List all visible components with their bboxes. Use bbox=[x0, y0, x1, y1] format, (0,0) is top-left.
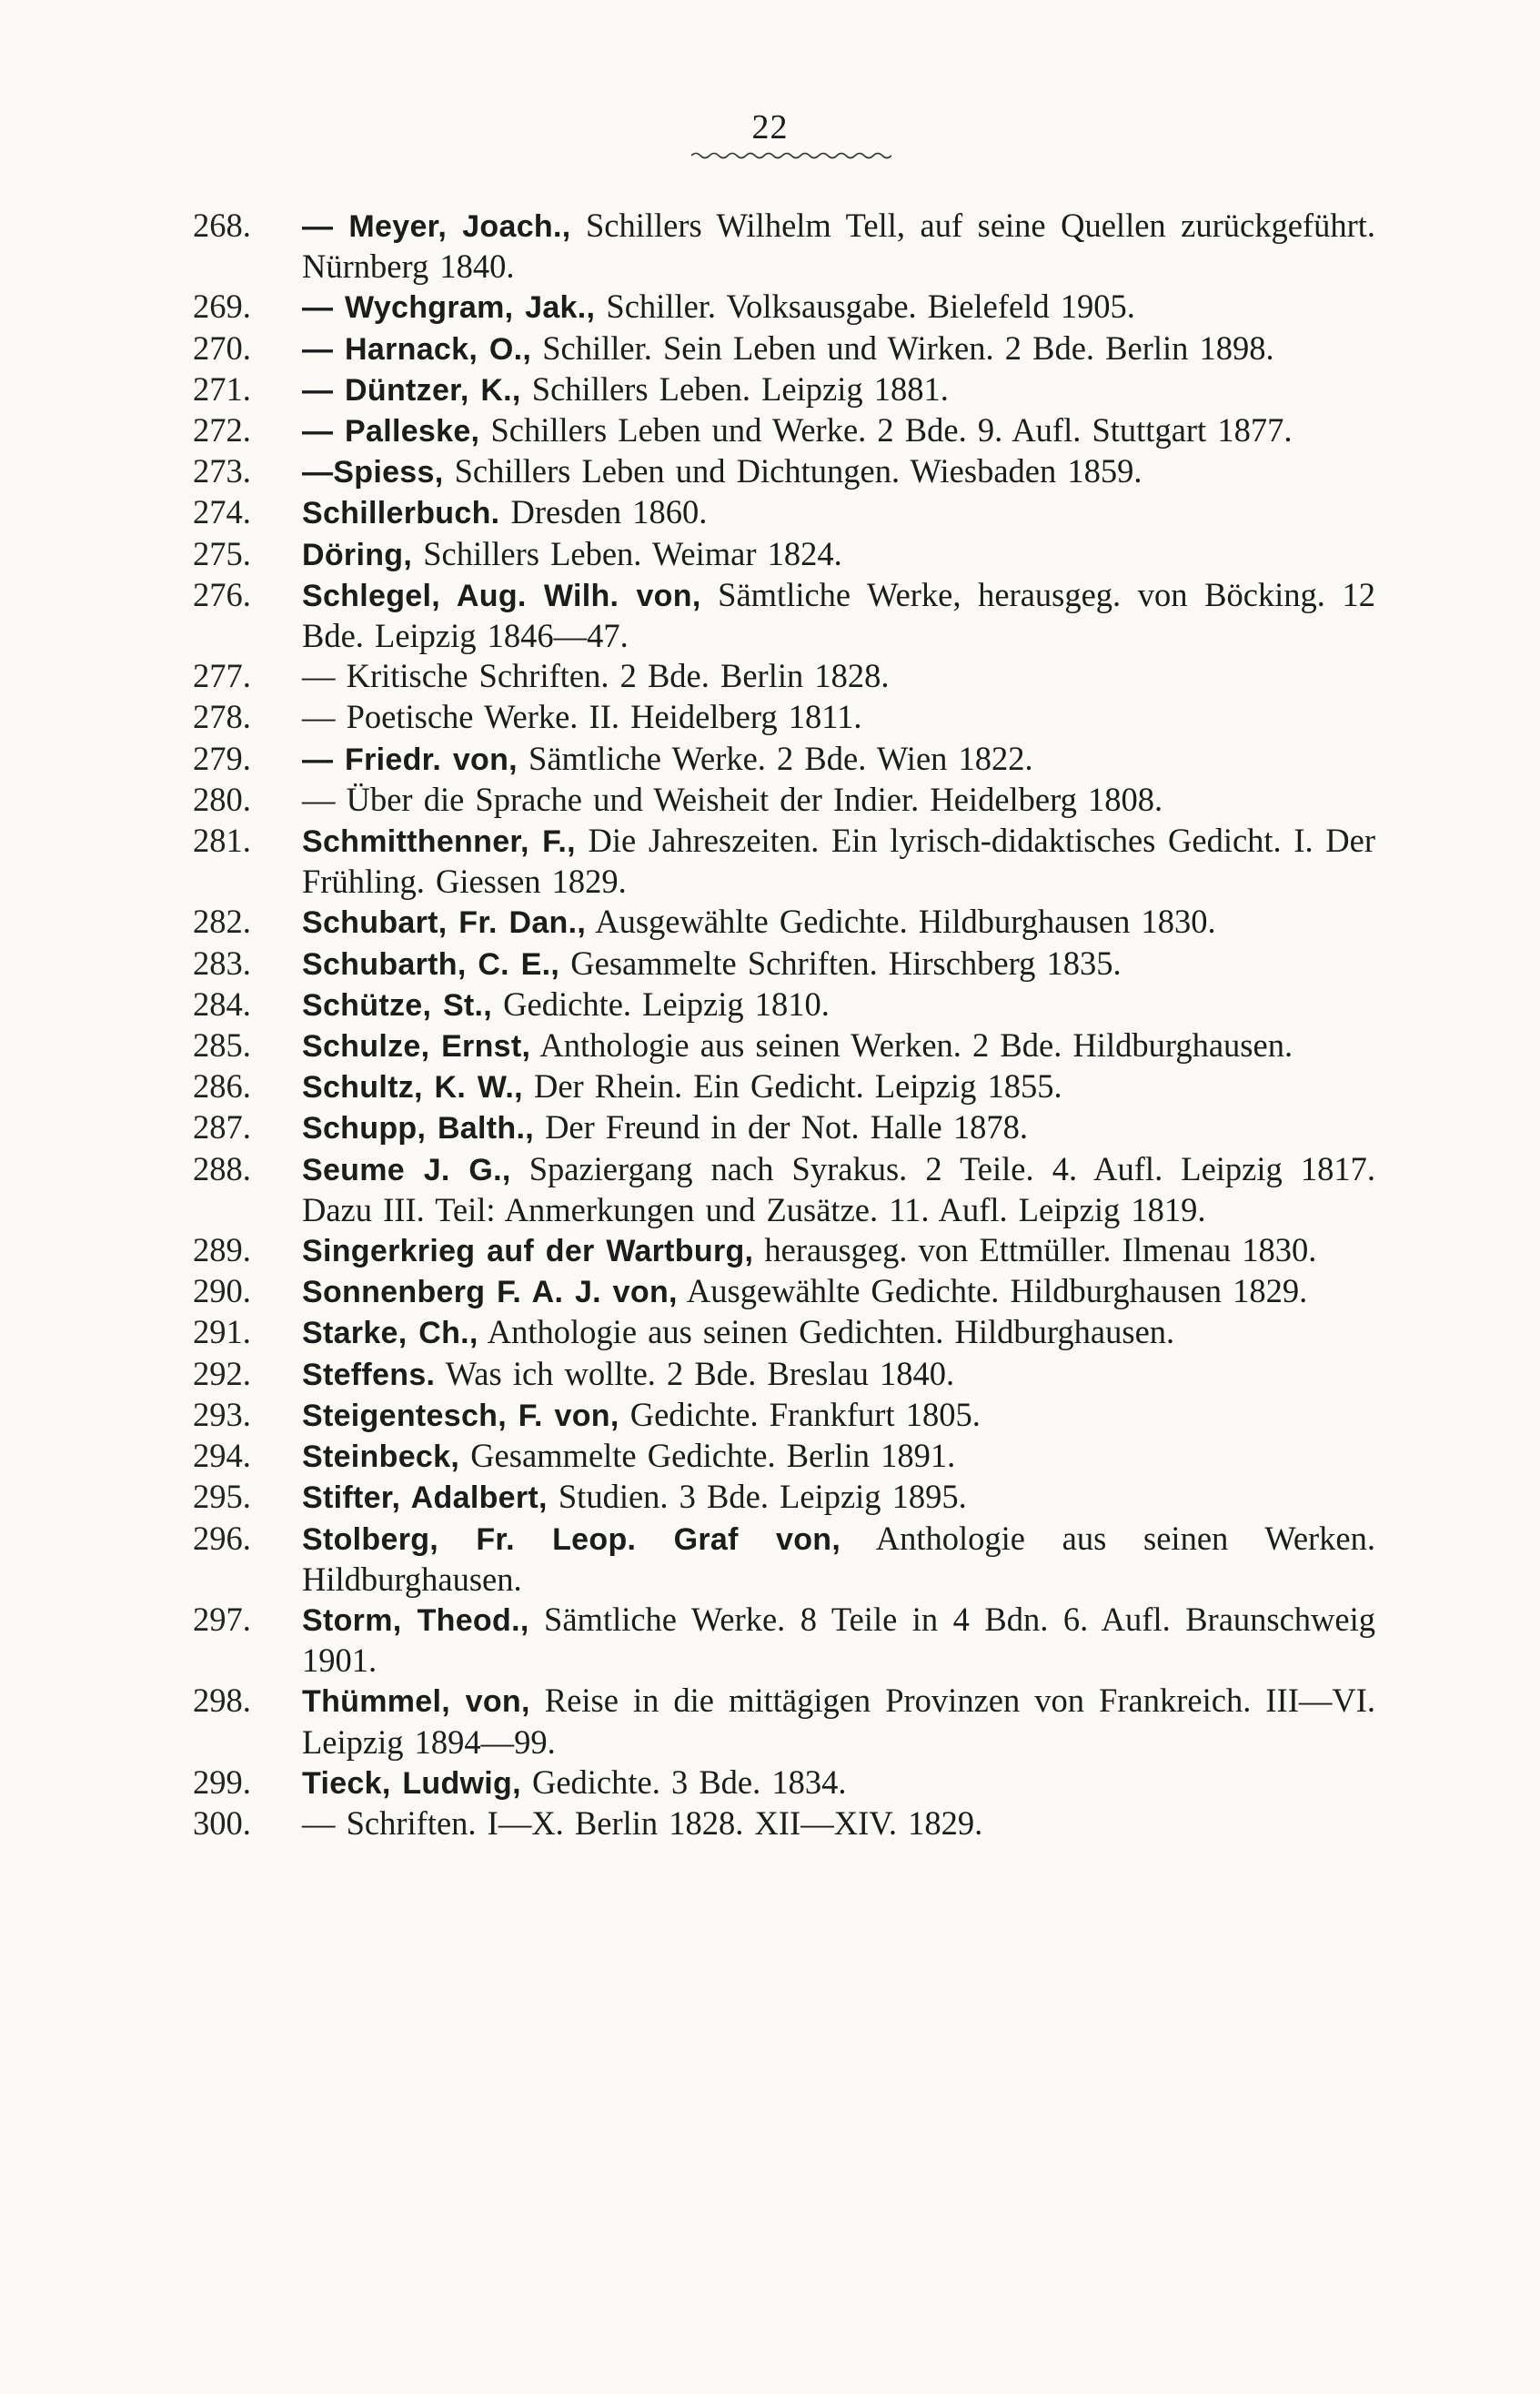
entry-author: Schlegel, Aug. Wilh. von, bbox=[302, 578, 701, 613]
bibliography-entry bbox=[193, 1271, 1375, 1312]
entry-number: 282. bbox=[193, 903, 251, 941]
entry-text: Studien. 3 Bde. Leipzig 1895. bbox=[547, 1478, 967, 1516]
entry-number: 298. bbox=[193, 1682, 251, 1720]
bibliography-entry bbox=[193, 985, 1375, 1025]
entry-number: 296. bbox=[193, 1519, 251, 1557]
entry-number: 268. bbox=[193, 207, 251, 244]
entry-text: Gedichte. Leipzig 1810. bbox=[492, 985, 830, 1023]
bibliography-entry bbox=[193, 410, 1375, 451]
bibliography-entry bbox=[193, 1436, 1375, 1477]
entry-number: 269. bbox=[193, 288, 251, 326]
entry-text: Gesammelte Schriften. Hirschberg 1835. bbox=[559, 944, 1122, 982]
entry-text: Anthologie aus seinen Werken. 2 Bde. Hildburghausen. bbox=[530, 1026, 1293, 1065]
entry-number: 290. bbox=[193, 1272, 251, 1310]
bibliography-entry bbox=[193, 1230, 1375, 1271]
entry-text: Gedichte. 3 Bde. 1834. bbox=[520, 1763, 847, 1801]
bibliography-entry bbox=[193, 451, 1375, 492]
entry-text: Schillers Leben und Werke. 2 Bde. 9. Aufl. Stuttgart 1877. bbox=[479, 411, 1293, 450]
entry-author: — Wychgram, Jak., bbox=[302, 290, 596, 326]
bibliography-entry bbox=[193, 1681, 1375, 1762]
entry-number: 288. bbox=[193, 1149, 251, 1187]
entry-author: Steigentesch, F. von, bbox=[302, 1398, 619, 1433]
entry-author: — Harnack, O., bbox=[302, 331, 532, 367]
entry-author: Schulze, Ernst, bbox=[302, 1029, 531, 1065]
entry-number: 278. bbox=[193, 698, 251, 736]
entry-author: Sonnenberg F. A. J. von, bbox=[302, 1275, 678, 1310]
bibliography-entry bbox=[193, 1395, 1375, 1436]
entry-text: Was ich wollte. 2 Bde. Breslau 1840. bbox=[435, 1354, 955, 1392]
entry-text: — Kritische Schriften. 2 Bde. Berlin 1828. bbox=[302, 657, 890, 695]
entry-number: 283. bbox=[193, 944, 251, 982]
bibliography-entry bbox=[193, 697, 1375, 738]
entry-author: Singerkrieg auf der Wartburg, bbox=[302, 1234, 754, 1269]
bibliography-entry bbox=[193, 534, 1375, 575]
entry-author: Stolberg, Fr. Leop. Graf von, bbox=[302, 1521, 841, 1557]
entry-text: Gesammelte Gedichte. Berlin 1891. bbox=[459, 1437, 956, 1475]
entry-number: 289. bbox=[193, 1231, 251, 1269]
entry-text: Die Jahreszeiten. Ein lyrisch-didaktisches Gedicht. I. Der Frühling. Giessen 1829. bbox=[302, 822, 1376, 901]
bibliography-entry bbox=[193, 902, 1375, 943]
entry-author: — Palleske, bbox=[302, 414, 480, 450]
entry-author: Schultz, K. W., bbox=[302, 1070, 523, 1106]
entry-text: Anthologie aus seinen Werken. Hildburghausen. bbox=[302, 1519, 1375, 1598]
entry-text: Schillers Leben und Dichtungen. Wiesbaden 1859. bbox=[443, 452, 1142, 490]
bibliography-entry bbox=[193, 287, 1375, 328]
entry-text: Ausgewählte Gedichte. Hildburghausen 1829. bbox=[677, 1272, 1308, 1310]
bibliography-entry bbox=[193, 1477, 1375, 1518]
bibliography-entry bbox=[193, 1763, 1375, 1803]
bibliography-entry bbox=[193, 369, 1375, 410]
bibliography-entry bbox=[193, 1066, 1375, 1107]
bibliography-entry bbox=[193, 1354, 1375, 1395]
entry-number: 279. bbox=[193, 739, 251, 777]
entry-author: — Düntzer, K., bbox=[302, 372, 521, 408]
bibliography-entry bbox=[193, 739, 1375, 780]
entry-text: Sämtliche Werke, herausgeg. von Böcking. 12 Bde. Leipzig 1846—47. bbox=[302, 575, 1375, 655]
entry-text: Schillers Leben. Leipzig 1881. bbox=[520, 369, 949, 408]
entry-author: Schupp, Balth., bbox=[302, 1111, 534, 1146]
bibliography-entry bbox=[193, 1312, 1375, 1353]
entry-number: 274. bbox=[193, 493, 251, 531]
entry-text: — Schriften. I—X. Berlin 1828. XII—XIV. 1829. bbox=[302, 1803, 983, 1842]
entry-author: — Meyer, Joach., bbox=[302, 209, 571, 244]
entry-number: 293. bbox=[193, 1395, 251, 1433]
entry-author: Schütze, St., bbox=[302, 987, 493, 1023]
entry-author: Stifter, Adalbert, bbox=[302, 1480, 548, 1516]
entry-author: Seume J. G., bbox=[302, 1152, 511, 1187]
entry-text: Schiller. Sein Leben und Wirken. 2 Bde. Berlin 1898. bbox=[531, 328, 1274, 367]
entry-text: Gedichte. Frankfurt 1805. bbox=[619, 1395, 981, 1433]
entry-number: 295. bbox=[193, 1478, 251, 1516]
entry-text: Spaziergang nach Syrakus. 2 Teile. 4. Aufl. Leipzig 1817. Dazu III. Teil: Anmerkungen und Zusätze. 11. Aufl. Leipzig 1819. bbox=[302, 1149, 1375, 1228]
bibliography-entry bbox=[193, 944, 1375, 985]
entry-text: Ausgewählte Gedichte. Hildburghausen 1830. bbox=[586, 903, 1216, 941]
entry-text: Der Freund in der Not. Halle 1878. bbox=[533, 1108, 1028, 1146]
entry-author: Döring, bbox=[302, 537, 413, 572]
page-number: 22 bbox=[751, 108, 789, 146]
entry-number: 300. bbox=[193, 1803, 251, 1842]
entry-number: 272. bbox=[193, 411, 251, 450]
entry-author: Storm, Theod., bbox=[302, 1602, 529, 1638]
bibliography-list bbox=[193, 206, 1375, 1844]
entry-text: Schiller. Volksausgabe. Bielefeld 1905. bbox=[595, 288, 1135, 326]
entry-number: 280. bbox=[193, 780, 251, 818]
entry-number: 275. bbox=[193, 534, 251, 572]
bibliography-entry bbox=[193, 328, 1375, 369]
entry-number: 277. bbox=[193, 657, 251, 695]
bibliography-entry bbox=[193, 1025, 1375, 1066]
entry-text: Schillers Leben. Weimar 1824. bbox=[412, 534, 842, 572]
entry-author: Starke, Ch., bbox=[302, 1316, 478, 1351]
bibliography-entry bbox=[193, 492, 1375, 533]
entry-text: Sämtliche Werke. 2 Bde. Wien 1822. bbox=[517, 739, 1033, 777]
entry-number: 292. bbox=[193, 1354, 251, 1392]
bibliography-entry bbox=[193, 1803, 1375, 1844]
entry-text: — Über die Sprache und Weisheit der Indier. Heidelberg 1808. bbox=[302, 780, 1163, 818]
entry-author: Steffens. bbox=[302, 1357, 436, 1392]
entry-text: — Poetische Werke. II. Heidelberg 1811. bbox=[302, 698, 862, 736]
entry-number: 284. bbox=[193, 985, 251, 1023]
entry-number: 285. bbox=[193, 1026, 251, 1065]
entry-author: Schillerbuch. bbox=[302, 496, 500, 531]
entry-author: Tieck, Ludwig, bbox=[302, 1765, 521, 1801]
entry-number: 281. bbox=[193, 822, 251, 860]
entry-number: 297. bbox=[193, 1600, 251, 1638]
entry-text: Anthologie aus seinen Gedichten. Hildburghausen. bbox=[478, 1313, 1175, 1351]
entry-number: 287. bbox=[193, 1108, 251, 1146]
entry-author: Thümmel, von, bbox=[302, 1684, 530, 1720]
bibliography-entry bbox=[193, 821, 1375, 902]
entry-author: Steinbeck, bbox=[302, 1439, 460, 1475]
entry-text: Sämtliche Werke. 8 Teile in 4 Bdn. 6. Aufl. Braunschweig 1901. bbox=[302, 1600, 1375, 1680]
entry-author: Schubarth, C. E., bbox=[302, 946, 560, 982]
bibliography-entry bbox=[193, 575, 1375, 656]
entry-text: Schillers Wilhelm Tell, auf seine Quellen zurückgeführt. Nürnberg 1840. bbox=[302, 207, 1376, 286]
entry-number: 294. bbox=[193, 1437, 251, 1475]
entry-text: Der Rhein. Ein Gedicht. Leipzig 1855. bbox=[522, 1067, 1062, 1106]
entry-author: Schubart, Fr. Dan., bbox=[302, 905, 587, 941]
entry-number: 286. bbox=[193, 1067, 251, 1106]
entry-text: Reise in die mittägigen Provinzen von Frankreich. III—VI. Leipzig 1894—99. bbox=[302, 1682, 1375, 1761]
entry-author: —Spiess, bbox=[302, 455, 444, 490]
entry-number: 276. bbox=[193, 575, 251, 613]
entry-text: herausgeg. von Ettmüller. Ilmenau 1830. bbox=[753, 1231, 1317, 1269]
bibliography-entry bbox=[193, 206, 1375, 287]
bibliography-entry bbox=[193, 1600, 1375, 1681]
entry-author: Schmitthenner, F., bbox=[302, 824, 576, 860]
entry-number: 270. bbox=[193, 328, 251, 367]
bibliography-entry bbox=[193, 656, 1375, 697]
bibliography-entry bbox=[193, 1519, 1375, 1600]
wavy-rule-ornament bbox=[691, 151, 891, 160]
bibliography-entry bbox=[193, 1149, 1375, 1230]
entry-number: 299. bbox=[193, 1763, 251, 1801]
bibliography-entry bbox=[193, 1107, 1375, 1148]
entry-number: 291. bbox=[193, 1313, 251, 1351]
entry-text: Dresden 1860. bbox=[499, 493, 708, 531]
entry-number: 273. bbox=[193, 452, 251, 490]
bibliography-entry bbox=[193, 780, 1375, 821]
entry-author: — Friedr. von, bbox=[302, 742, 518, 777]
entry-number: 271. bbox=[193, 369, 251, 408]
